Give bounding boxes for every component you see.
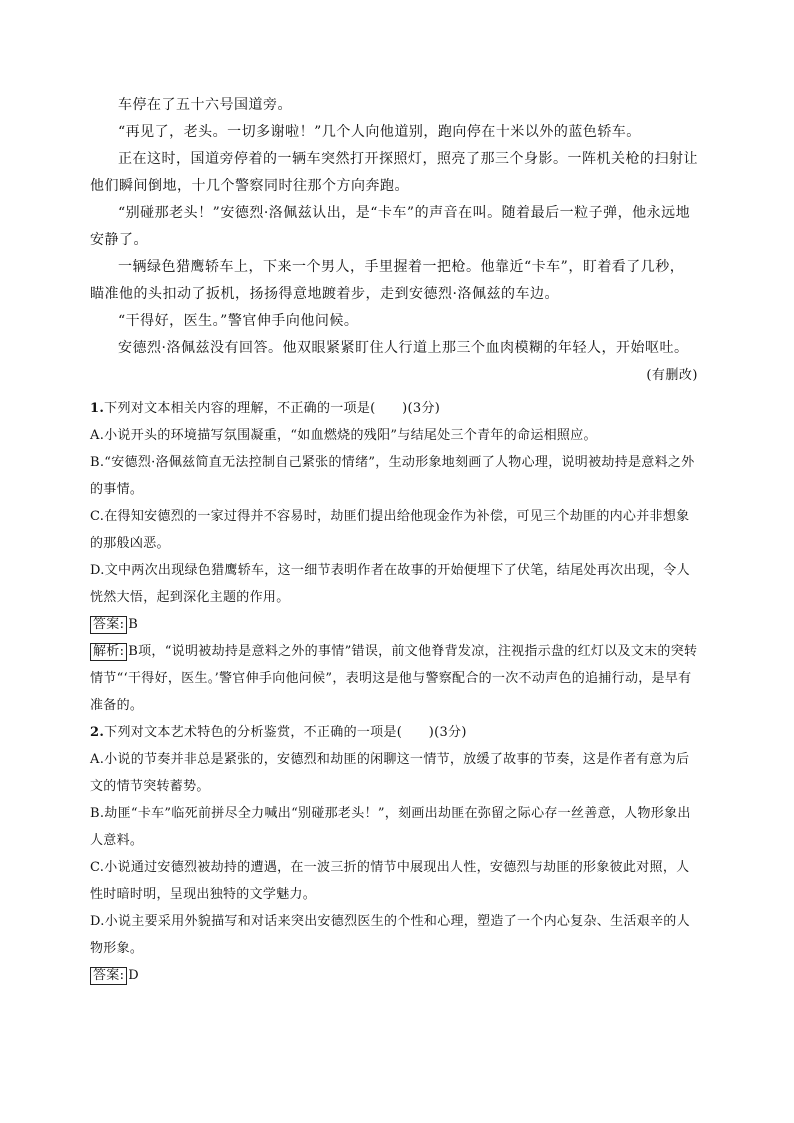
- option-a: A.小说的节奏并非总是紧张的，安德烈和劫匪的闲聊这一情节，放缓了故事的节奏，这是作者有意为后文的情节突转蓄势。: [90, 752, 690, 794]
- source-note: (有删改): [646, 368, 698, 383]
- option-a: A.小说开头的环境描写氛围凝重，“如血燃烧的残阳”与结尾处三个青年的命运相照应。: [90, 428, 597, 443]
- answer-value: D: [128, 968, 140, 983]
- question-text: 下列对文本艺术特色的分析鉴赏，不正确的一项是( )(3分): [104, 725, 467, 740]
- analysis-label: 解析:: [90, 643, 127, 661]
- analysis-text: B项，“说明被劫持是意料之外的事情”错误，前文他脊背发凉，注视指示盘的红灯以及文末的突转情节“‘干得好，医生。’警官伸手向他问候”，表明这是他与警察配合的一次不动声色的追捕行动，是早有准备的。: [90, 644, 698, 713]
- story-paragraph: “干得好，医生。”警官伸手向他问候。: [118, 313, 359, 329]
- story-paragraph: 一辆绿色猎鹰轿车上，下来一个男人，手里握着一把枪。他靠近“卡车”，盯着看了几秒，瞄准他的头扣动了扳机，扬扬得意地踱着步，走到安德烈·洛佩兹的车边。: [90, 259, 685, 302]
- analysis-row: [90, 638, 700, 719]
- option-d: D.文中两次出现绿色猎鹰轿车，这一细节表明作者在故事的开始便埋下了伏笔，结尾处再次出现，令人恍然大悟，起到深化主题的作用。: [90, 563, 690, 605]
- story-paragraph: 安德烈·洛佩兹没有回答。他双眼紧紧盯住人行道上那三个血肉模糊的年轻人，开始呕吐。: [118, 340, 689, 356]
- option-c: C.在得知安德烈的一家过得并不容易时，劫匪们提出给他现金作为补偿，可见三个劫匪的内心并非想象的那般凶恶。: [90, 509, 690, 551]
- story-paragraph: “别碰那老头！”安德烈·洛佩兹认出，是“卡车”的声音在叫。随着最后一粒子弹，他永远地安静了。: [90, 205, 691, 248]
- question-text: 下列对文本相关内容的理解，不正确的一项是( )(3分): [104, 401, 441, 416]
- answer-row: [90, 611, 700, 638]
- questions-section: [90, 395, 700, 989]
- question-2: [90, 719, 700, 746]
- story-text: [90, 92, 698, 389]
- answer-row: [90, 962, 700, 989]
- question-number: 2.: [90, 725, 105, 740]
- question-number: 1.: [90, 401, 105, 416]
- answer-label: 答案:: [90, 616, 127, 634]
- question-1: [90, 395, 700, 422]
- answer-label: 答案:: [90, 967, 127, 985]
- option-b: B.“安德烈·洛佩兹简直无法控制自己紧张的情绪”，生动形象地刻画了人物心理，说明被劫持是意料之外的事情。: [90, 455, 695, 497]
- option-b: B.劫匪“卡车”临死前拼尽全力喊出“别碰那老头！”，刻画出劫匪在弥留之际心存一丝善意，人物形象出人意料。: [90, 806, 691, 848]
- option-c: C.小说通过安德烈被劫持的遭遇，在一波三折的情节中展现出人性，安德烈与劫匪的形象彼此对照，人性时暗时明，呈现出独特的文学魅力。: [90, 860, 690, 902]
- option-d: D.小说主要采用外貌描写和对话来突出安德烈医生的个性和心理，塑造了一个内心复杂、生活艰辛的人物形象。: [90, 914, 690, 956]
- story-paragraph: 车停在了五十六号国道旁。: [118, 97, 292, 113]
- story-paragraph: 正在这时，国道旁停着的一辆车突然打开探照灯，照亮了那三个身影。一阵机关枪的扫射让他们瞬间倒地，十几个警察同时往那个方向奔跑。: [90, 151, 698, 194]
- story-paragraph: “再见了，老头。一切多谢啦！”几个人向他道别，跑向停在十米以外的蓝色轿车。: [118, 124, 641, 140]
- answer-value: B: [128, 617, 139, 632]
